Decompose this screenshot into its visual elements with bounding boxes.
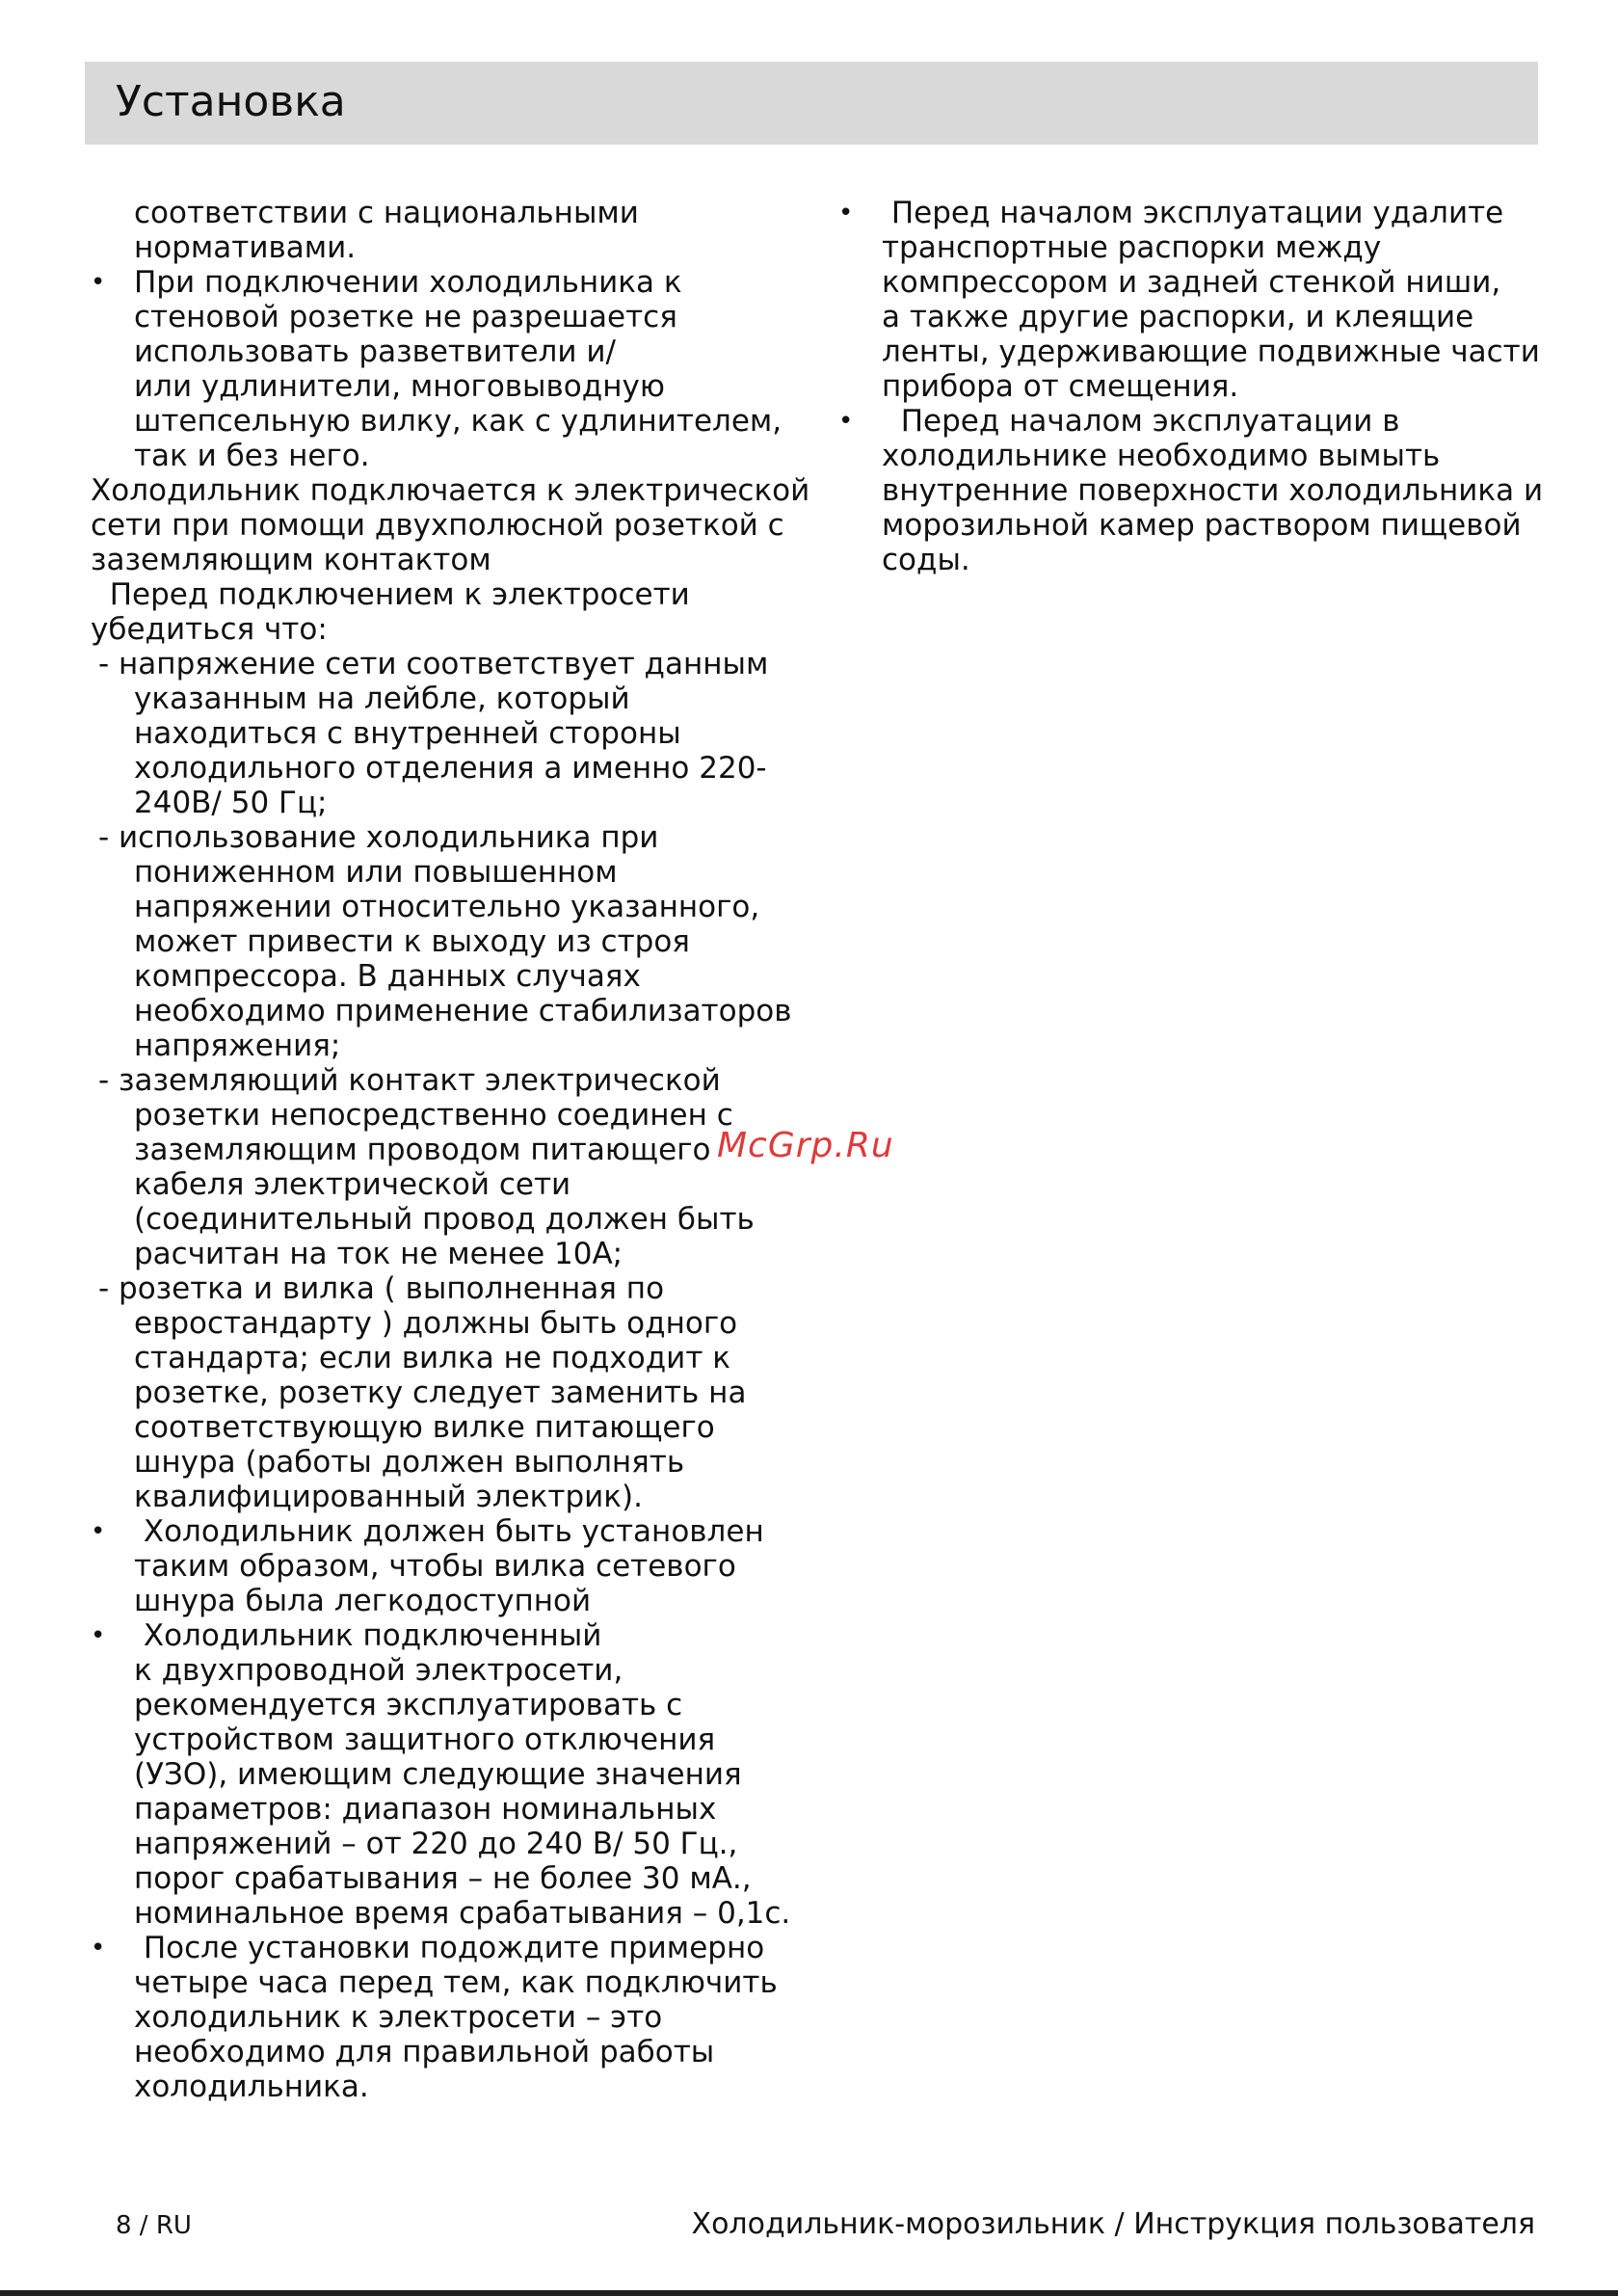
continuation-line: напряжений – от 220 до 240 В/ 50 Гц., xyxy=(134,1827,738,1861)
continuation-line: пониженном или повышенном xyxy=(134,855,618,890)
continuation-line: нормативами. xyxy=(134,230,357,265)
dash-item: - напряжение сети соответствует данным xyxy=(98,647,769,681)
continuation-line: необходимо для правильной работы xyxy=(134,2035,715,2069)
continuation-line: использовать разветвители и/ xyxy=(134,334,616,369)
right-column xyxy=(838,196,1552,577)
continuation-line: необходимо применение стабилизаторов xyxy=(134,994,792,1028)
continuation-line: или удлинители, многовыводную xyxy=(134,369,665,404)
bullet-text: Холодильник должен быть установлен xyxy=(134,1514,764,1549)
bullet-icon: • xyxy=(91,1621,106,1650)
continuation-line: так и без него. xyxy=(134,439,370,473)
paragraph-line: Перед подключением к электросети xyxy=(91,577,690,612)
continuation-line: (УЗО), имеющим следующие значения xyxy=(134,1757,742,1792)
footer-title: Холодильник-морозильник / Инструкция пользователя xyxy=(691,2207,1535,2241)
continuation-line: холодильнике необходимо вымыть xyxy=(882,439,1441,473)
continuation-line: розетке, розетку следует заменить на xyxy=(134,1375,747,1410)
bullet-text: Перед началом эксплуатации удалите xyxy=(882,196,1504,230)
continuation-line: шнура (работы должен выполнять xyxy=(134,1445,685,1480)
continuation-line: может привести к выходу из строя xyxy=(134,924,690,959)
continuation-line: компрессором и задней стенкой ниши, xyxy=(882,265,1501,300)
continuation-line: соответствующую вилке питающего xyxy=(134,1410,715,1445)
continuation-line: к двухпроводной электросети, xyxy=(134,1653,623,1688)
continuation-line: кабеля электрической сети xyxy=(134,1167,571,1202)
continuation-line: стандарта; если вилка не подходит к xyxy=(134,1341,730,1375)
bullet-icon: • xyxy=(91,268,106,297)
continuation-line: прибора от смещения. xyxy=(882,369,1239,404)
continuation-line: ленты, удерживающие подвижные части xyxy=(882,334,1540,369)
continuation-line: устройством защитного отключения xyxy=(134,1722,716,1757)
bullet-item xyxy=(838,196,1552,230)
continuation-line: евростандарту ) должны быть одного xyxy=(134,1306,738,1341)
bullet-text: Холодильник подключенный xyxy=(134,1618,602,1653)
continuation-line: розетки непосредственно соединен с xyxy=(134,1098,733,1133)
bullet-text: После установки подождите примерно xyxy=(134,1931,765,1965)
continuation-line: напряжении относительно указанного, xyxy=(134,890,760,924)
continuation-line: холодильника. xyxy=(134,2069,369,2104)
continuation-line: номинальное время срабатывания – 0,1с. xyxy=(134,1896,791,1931)
continuation-line: рекомендуется эксплуатировать с xyxy=(134,1688,683,1722)
bullet-item xyxy=(91,1931,804,1965)
continuation-line: холодильного отделения а именно 220- xyxy=(134,751,767,786)
paragraph-line: сети при помощи двухполюсной розеткой с xyxy=(91,508,784,543)
continuation-line: внутренние поверхности холодильника и xyxy=(882,473,1544,508)
section-header xyxy=(85,62,1538,145)
bullet-icon: • xyxy=(838,407,854,436)
bullet-icon: • xyxy=(838,199,854,227)
paragraph-line: убедиться что: xyxy=(91,612,328,647)
continuation-line: стеновой розетке не разрешается xyxy=(134,300,677,334)
continuation-line: порог срабатывания – не более 30 мА., xyxy=(134,1861,752,1896)
dash-item: - заземляющий контакт электрической xyxy=(98,1063,721,1098)
continuation-line: морозильной камер раствором пищевой xyxy=(882,508,1522,543)
bullet-item xyxy=(91,265,804,300)
continuation-line: расчитан на ток не менее 10А; xyxy=(134,1237,623,1271)
continuation-line: транспортные распорки между xyxy=(882,230,1382,265)
section-title: Установка xyxy=(116,77,346,126)
continuation-line: компрессора. В данных случаях xyxy=(134,959,641,994)
bullet-text: Перед началом эксплуатации в xyxy=(882,404,1400,439)
page-number: 8 / RU xyxy=(116,2211,192,2240)
continuation-line: (соединительный провод должен быть xyxy=(134,1202,755,1237)
continuation-line: квалифицированный электрик). xyxy=(134,1480,643,1514)
paragraph-line: Холодильник подключается к электрической xyxy=(91,473,810,508)
bullet-item xyxy=(91,1514,804,1549)
bullet-icon: • xyxy=(91,1517,106,1546)
continuation-line: холодильник к электросети – это xyxy=(134,2000,663,2035)
continuation-line: шнура была легкодоступной xyxy=(134,1584,592,1618)
continuation-line: штепсельную вилку, как с удлинителем, xyxy=(134,404,782,439)
continuation-line: параметров: диапазон номинальных xyxy=(134,1792,717,1827)
continuation-line: указанным на лейбле, который xyxy=(134,681,630,716)
continuation-line: 240В/ 50 Гц; xyxy=(134,786,328,820)
continuation-line: находиться с внутренней стороны xyxy=(134,716,681,751)
dash-item: - розетка и вилка ( выполненная по xyxy=(98,1271,665,1306)
bullet-item xyxy=(91,1618,804,1653)
bullet-icon: • xyxy=(91,1934,106,1962)
continuation-line: соответствии с национальными xyxy=(134,196,639,230)
continuation-line: заземляющим проводом питающего xyxy=(134,1133,711,1167)
continuation-line: напряжения; xyxy=(134,1028,341,1063)
bottom-rule xyxy=(0,2290,1618,2296)
watermark: McGrp.Ru xyxy=(717,1126,894,1165)
continuation-line: таким образом, чтобы вилка сетевого xyxy=(134,1549,736,1584)
continuation-line: четыре часа перед тем, как подключить xyxy=(134,1965,778,2000)
paragraph-line: заземляющим контактом xyxy=(91,543,491,577)
bullet-item xyxy=(838,404,1552,439)
dash-item: - использование холодильника при xyxy=(98,820,659,855)
bullet-text: При подключении холодильника к xyxy=(134,265,682,300)
continuation-line: соды. xyxy=(882,543,970,577)
continuation-line: а также другие распорки, и клеящие xyxy=(882,300,1474,334)
